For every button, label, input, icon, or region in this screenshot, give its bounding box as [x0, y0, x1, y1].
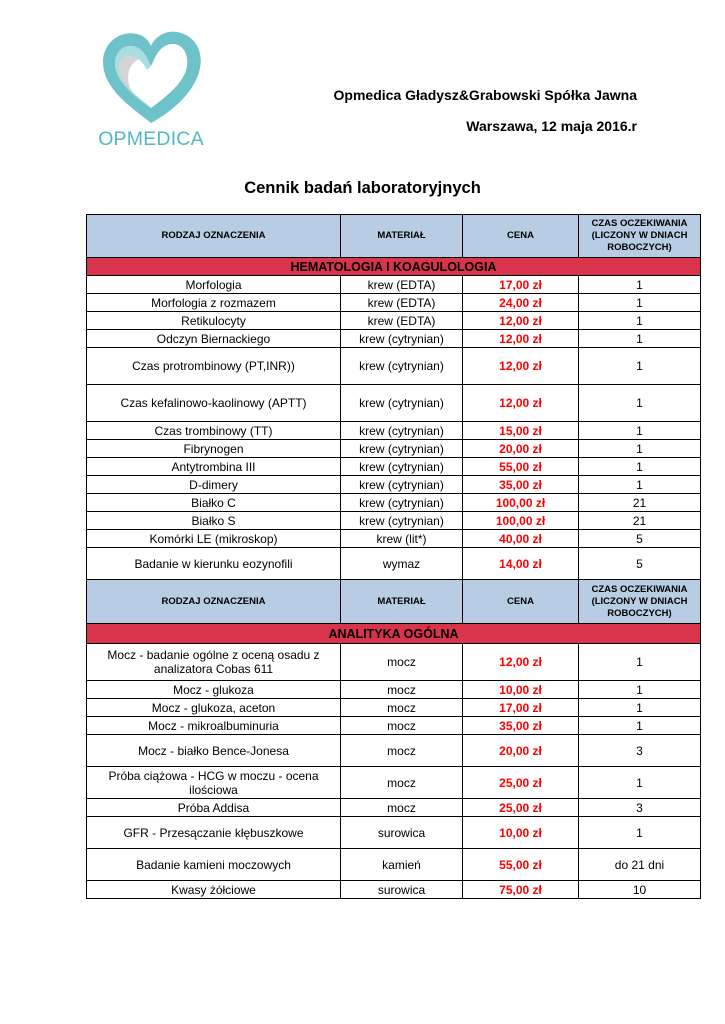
test-name: Mocz - mikroalbuminuria — [87, 717, 341, 735]
test-wait-time: 1 — [579, 312, 701, 330]
test-price: 20,00 zł — [463, 735, 579, 767]
test-name: Morfologia z rozmazem — [87, 294, 341, 312]
table-row — [87, 767, 701, 799]
test-price: 35,00 zł — [463, 717, 579, 735]
test-wait-time: 3 — [579, 735, 701, 767]
test-name: Białko S — [87, 512, 341, 530]
table-row — [87, 330, 701, 348]
column-header: CENA — [463, 580, 579, 624]
test-wait-time: 1 — [579, 458, 701, 476]
test-wait-time: 1 — [579, 276, 701, 294]
test-price: 10,00 zł — [463, 681, 579, 699]
test-wait-time: 5 — [579, 548, 701, 580]
opmedica-logo — [95, 24, 207, 154]
test-wait-time: 1 — [579, 699, 701, 717]
table-row — [87, 881, 701, 899]
test-wait-time: 10 — [579, 881, 701, 899]
test-name: Mocz - białko Bence-Jonesa — [87, 735, 341, 767]
test-material: surowica — [341, 881, 463, 899]
test-name: Czas protrombinowy (PT,INR)) — [87, 348, 341, 385]
test-wait-time: 1 — [579, 681, 701, 699]
test-price: 100,00 zł — [463, 494, 579, 512]
test-name: Próba Addisa — [87, 799, 341, 817]
table-row — [87, 494, 701, 512]
test-wait-time: 1 — [579, 717, 701, 735]
test-price: 55,00 zł — [463, 458, 579, 476]
table-row — [87, 530, 701, 548]
table-row — [87, 440, 701, 458]
table-row — [87, 799, 701, 817]
section-title: HEMATOLOGIA I KOAGULOLOGIA — [87, 258, 701, 276]
test-material: krew (cytrynian) — [341, 440, 463, 458]
column-header: MATERIAŁ — [341, 215, 463, 258]
test-wait-time: 1 — [579, 348, 701, 385]
page-title: Cennik badań laboratoryjnych — [244, 179, 481, 197]
test-price: 25,00 zł — [463, 799, 579, 817]
test-material: surowica — [341, 817, 463, 849]
document-date: Warszawa, 12 maja 2016.r — [466, 118, 637, 134]
test-material: mocz — [341, 717, 463, 735]
test-material: mocz — [341, 767, 463, 799]
test-price: 12,00 zł — [463, 312, 579, 330]
test-wait-time: 21 — [579, 512, 701, 530]
test-wait-time: 1 — [579, 294, 701, 312]
table-row — [87, 476, 701, 494]
test-price: 75,00 zł — [463, 881, 579, 899]
test-name: D-dimery — [87, 476, 341, 494]
table-row — [87, 512, 701, 530]
test-material: krew (EDTA) — [341, 312, 463, 330]
test-name: Czas trombinowy (TT) — [87, 422, 341, 440]
table-header-row — [87, 215, 701, 258]
table-row — [87, 699, 701, 717]
test-name: Badanie kamieni moczowych — [87, 849, 341, 881]
test-name: Mocz - badanie ogólne z oceną osadu z analizatora Cobas 611 — [87, 644, 341, 681]
test-price: 14,00 zł — [463, 548, 579, 580]
table-row — [87, 817, 701, 849]
test-name: Mocz - glukoza — [87, 681, 341, 699]
table-row — [87, 276, 701, 294]
test-price: 15,00 zł — [463, 422, 579, 440]
table-row — [87, 348, 701, 385]
table-row — [87, 681, 701, 699]
test-name: Czas kefalinowo-kaolinowy (APTT) — [87, 385, 341, 422]
test-name: Badanie w kierunku eozynofili — [87, 548, 341, 580]
test-material: krew (cytrynian) — [341, 494, 463, 512]
test-wait-time: 1 — [579, 385, 701, 422]
test-price: 100,00 zł — [463, 512, 579, 530]
table-row — [87, 385, 701, 422]
test-price: 12,00 zł — [463, 644, 579, 681]
section-row — [87, 258, 701, 276]
test-name: Komórki LE (mikroskop) — [87, 530, 341, 548]
test-name: Próba ciążowa - HCG w moczu - ocena ilościowa — [87, 767, 341, 799]
test-wait-time: 1 — [579, 476, 701, 494]
column-header: MATERIAŁ — [341, 580, 463, 624]
test-material: krew (cytrynian) — [341, 476, 463, 494]
column-header: RODZAJ OZNACZENIA — [87, 580, 341, 624]
test-name: Fibrynogen — [87, 440, 341, 458]
test-wait-time: 1 — [579, 422, 701, 440]
price-table — [86, 214, 701, 899]
table-row — [87, 849, 701, 881]
test-wait-time: 1 — [579, 644, 701, 681]
test-material: mocz — [341, 699, 463, 717]
test-material: krew (cytrynian) — [341, 512, 463, 530]
test-price: 10,00 zł — [463, 817, 579, 849]
test-name: Retikulocyty — [87, 312, 341, 330]
logo-text: OPMEDICA — [98, 128, 204, 150]
column-header: CZAS OCZEKIWANIA (LICZONY W DNIACH ROBOCZYCH) — [579, 215, 701, 258]
table-row — [87, 644, 701, 681]
test-material: krew (cytrynian) — [341, 422, 463, 440]
test-price: 35,00 zł — [463, 476, 579, 494]
test-price: 55,00 zł — [463, 849, 579, 881]
test-price: 40,00 zł — [463, 530, 579, 548]
test-material: wymaz — [341, 548, 463, 580]
test-price: 17,00 zł — [463, 276, 579, 294]
test-material: mocz — [341, 644, 463, 681]
test-material: krew (EDTA) — [341, 276, 463, 294]
test-material: mocz — [341, 735, 463, 767]
test-material: mocz — [341, 681, 463, 699]
test-price: 25,00 zł — [463, 767, 579, 799]
test-material: krew (cytrynian) — [341, 348, 463, 385]
test-wait-time: 5 — [579, 530, 701, 548]
test-name: Mocz - glukoza, aceton — [87, 699, 341, 717]
table-row — [87, 294, 701, 312]
table-row — [87, 312, 701, 330]
heart-logo-icon — [95, 24, 207, 128]
table-row — [87, 422, 701, 440]
test-material: krew (cytrynian) — [341, 385, 463, 422]
test-price: 12,00 zł — [463, 348, 579, 385]
column-header: CENA — [463, 215, 579, 258]
test-wait-time: 1 — [579, 330, 701, 348]
test-name: Antytrombina III — [87, 458, 341, 476]
test-price: 12,00 zł — [463, 330, 579, 348]
table-header-row — [87, 580, 701, 624]
test-wait-time: 1 — [579, 767, 701, 799]
test-material: krew (lit*) — [341, 530, 463, 548]
column-header: RODZAJ OZNACZENIA — [87, 215, 341, 258]
test-price: 20,00 zł — [463, 440, 579, 458]
section-row — [87, 624, 701, 644]
test-material: krew (EDTA) — [341, 294, 463, 312]
test-material: krew (cytrynian) — [341, 458, 463, 476]
test-wait-time: do 21 dni — [579, 849, 701, 881]
test-name: Kwasy żółciowe — [87, 881, 341, 899]
test-price: 17,00 zł — [463, 699, 579, 717]
test-name: GFR - Przesączanie kłębuszkowe — [87, 817, 341, 849]
test-price: 12,00 zł — [463, 385, 579, 422]
test-wait-time: 3 — [579, 799, 701, 817]
test-material: kamień — [341, 849, 463, 881]
test-price: 24,00 zł — [463, 294, 579, 312]
table-row — [87, 548, 701, 580]
test-material: krew (cytrynian) — [341, 330, 463, 348]
column-header: CZAS OCZEKIWANIA (LICZONY W DNIACH ROBOCZYCH) — [579, 580, 701, 624]
test-wait-time: 21 — [579, 494, 701, 512]
company-name: Opmedica Gładysz&Grabowski Spółka Jawna — [333, 87, 637, 103]
table-row — [87, 717, 701, 735]
test-name: Morfologia — [87, 276, 341, 294]
test-name: Białko C — [87, 494, 341, 512]
table-row — [87, 735, 701, 767]
test-wait-time: 1 — [579, 817, 701, 849]
test-name: Odczyn Biernackiego — [87, 330, 341, 348]
table-row — [87, 458, 701, 476]
test-wait-time: 1 — [579, 440, 701, 458]
section-title: ANALITYKA OGÓLNA — [87, 624, 701, 644]
test-material: mocz — [341, 799, 463, 817]
